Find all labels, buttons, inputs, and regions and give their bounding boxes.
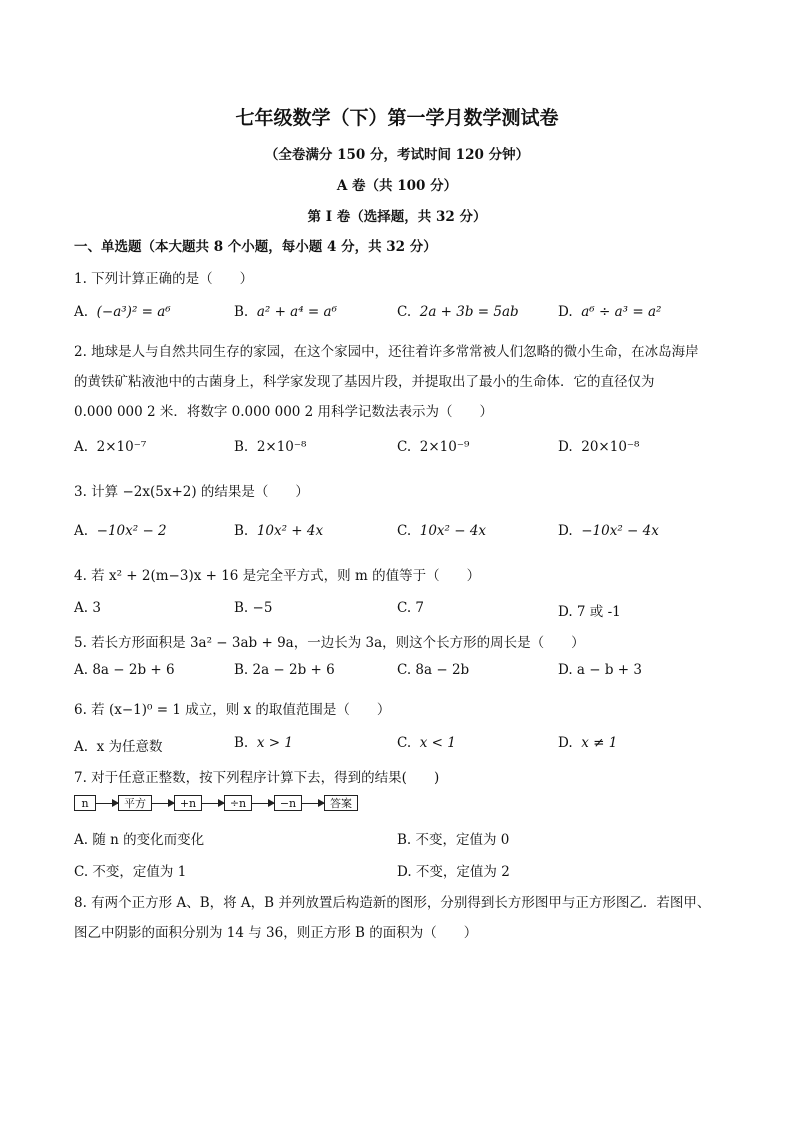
question-3-stem: 3. 计算 −2x(5x+2) 的结果是（ ） (74, 484, 309, 500)
flow-box-input: n (74, 795, 96, 811)
question-5-option-a: A. 8a − 2b + 6 (74, 662, 175, 678)
question-3-option-c: C. 10x² − 4x (397, 523, 487, 539)
flow-arrow-icon (152, 803, 174, 804)
paper-a-heading: A 卷（共 100 分） (336, 178, 458, 194)
option-b-expression: a² + a⁴ = a⁶ (256, 304, 337, 320)
part-one-heading: 第 I 卷（选择题，共 32 分） (307, 209, 487, 225)
question-3-option-d: D. −10x² − 4x (558, 523, 659, 539)
question-1-option-d: D. a⁶ ÷ a³ = a² (558, 304, 662, 320)
question-2-option-a: A. 2×10⁻⁷ (74, 439, 147, 455)
exam-title: 七年级数学（下）第一学月数学测试卷 (235, 107, 559, 129)
question-5-stem: 5. 若长方形面积是 3a² − 3ab + 9a，一边长为 3a，则这个长方形的周长是（ ） (74, 635, 585, 651)
question-3-option-a: A. −10x² − 2 (74, 523, 167, 539)
question-1-option-b: B. a² + a⁴ = a⁶ (234, 304, 337, 320)
question-4-option-a: A. 3 (74, 600, 101, 616)
question-4-stem: 4. 若 x² + 2(m−3)x + 16 是完全平方式，则 m 的值等于（ ） (74, 568, 481, 584)
question-6-stem: 6. 若 (x−1)⁰ = 1 成立，则 x 的取值范围是（ ） (74, 702, 391, 718)
flow-box-add: +n (174, 795, 202, 811)
question-4-option-c: C. 7 (397, 600, 425, 616)
flow-arrow-icon (252, 803, 274, 804)
flow-arrow-icon (202, 803, 224, 804)
program-flowchart (74, 794, 358, 812)
flow-arrow-icon (302, 803, 324, 804)
flow-box-answer: 答案 (324, 795, 358, 811)
question-7-option-c: C. 不变，定值为 1 (74, 864, 187, 880)
question-6-option-c: C. x < 1 (397, 735, 456, 751)
question-8-line-2: 图乙中阴影的面积分别为 14 与 36，则正方形 B 的面积为（ ） (74, 925, 478, 941)
question-2-line-2: 的黄铁矿粘液池中的古菌身上，科学家发现了基因片段，并提取出了最小的生命体．它的直径仅为 (74, 374, 655, 390)
option-a-expression: (−a³)² = a⁶ (96, 304, 171, 320)
question-2-line-1: 2. 地球是人与自然共同生存的家园，在这个家园中，还往着许多常常被人们忽略的微小生命，在冰岛海岸 (74, 344, 699, 360)
question-1-stem: 1. 下列计算正确的是（ ） (74, 271, 254, 287)
question-7-option-b: B. 不变，定值为 0 (397, 832, 510, 848)
question-6-option-b: B. x > 1 (234, 735, 293, 751)
question-5-option-d: D. a − b + 3 (558, 662, 642, 678)
question-6-option-a: A. x 为任意数 (74, 739, 163, 755)
question-4-option-d: D. 7 或 -1 (558, 604, 621, 620)
question-1-option-a: A. (−a³)² = a⁶ (74, 304, 171, 320)
question-2-option-b: B. 2×10⁻⁸ (234, 439, 307, 455)
flow-box-divide: ÷n (224, 795, 252, 811)
question-2-option-c: C. 2×10⁻⁹ (397, 439, 470, 455)
section-heading: 一、单选题（本大题共 8 个小题，每小题 4 分，共 32 分） (74, 239, 437, 255)
flow-box-subtract: −n (274, 795, 302, 811)
question-1-option-c: C. 2a + 3b = 5ab (397, 304, 519, 320)
question-8-line-1: 8. 有两个正方形 A、B，将 A，B 并列放置后构造新的图形，分别得到长方形图甲与正方形图乙．若图甲、 (74, 895, 711, 911)
question-7-stem: 7. 对于任意正整数，按下列程序计算下去，得到的结果( ) (74, 770, 440, 786)
question-7-option-d: D. 不变，定值为 2 (397, 864, 510, 880)
flow-arrow-icon (96, 803, 118, 804)
question-2-line-3: 0.000 000 2 米．将数字 0.000 000 2 用科学记数法表示为（ ） (74, 404, 494, 420)
exam-subtitle: （全卷满分 150 分，考试时间 120 分钟） (264, 147, 530, 163)
option-d-expression: a⁶ ÷ a³ = a² (581, 304, 662, 320)
question-2-option-d: D. 20×10⁻⁸ (558, 439, 640, 455)
question-5-option-c: C. 8a − 2b (397, 662, 470, 678)
question-5-option-b: B. 2a − 2b + 6 (234, 662, 335, 678)
option-c-expression: 2a + 3b = 5ab (419, 304, 519, 320)
question-6-option-d: D. x ≠ 1 (558, 735, 618, 751)
question-4-option-b: B. −5 (234, 600, 273, 616)
question-7-option-a: A. 随 n 的变化而变化 (74, 832, 205, 848)
question-3-option-b: B. 10x² + 4x (234, 523, 324, 539)
flow-box-square: 平方 (118, 795, 152, 811)
